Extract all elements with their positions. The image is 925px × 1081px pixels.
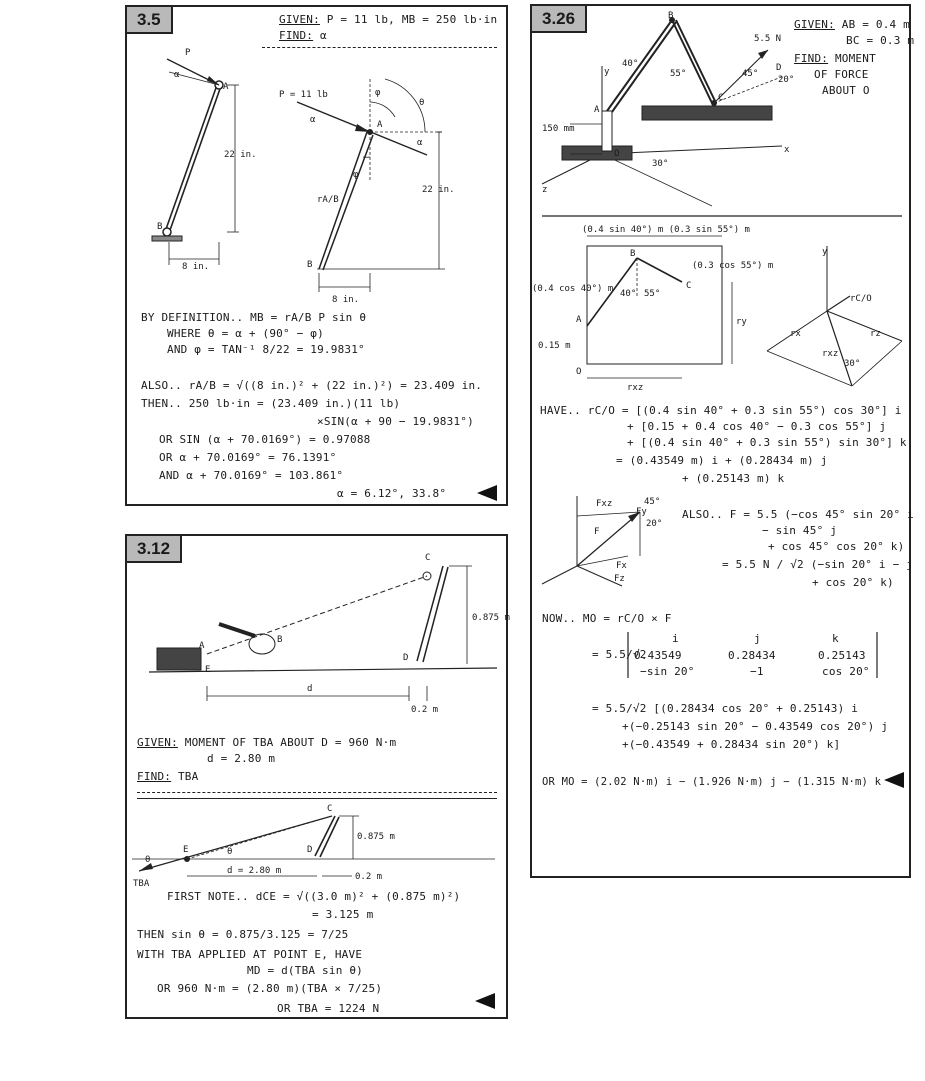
have-line-2: + [0.15 + 0.4 cos 40° − 0.3 cos 55°] j — [627, 420, 887, 433]
final-answer: OR MO = (2.02 N·m) i − (1.926 N·m) j − (1.315 N·m) k — [542, 776, 882, 788]
also-line-4: = 5.5 N / √2 (−sin 20° i − j — [722, 558, 914, 571]
fb-label-theta: θ — [227, 847, 233, 857]
det-r2a: −sin 20° — [640, 665, 695, 678]
also-line-5: + cos 20° k) — [812, 576, 894, 589]
label-0875: 0.875 m — [472, 613, 510, 623]
solution-line-3: THEN sin θ = 0.875/3.125 = 7/25 — [137, 928, 349, 941]
label-z: z — [542, 185, 548, 195]
answer-marker-icon — [475, 993, 495, 1009]
label-C: C — [425, 553, 431, 563]
label-E: E — [205, 665, 211, 675]
dim-40: 40° — [620, 289, 637, 299]
label-55N: 5.5 N — [754, 34, 782, 44]
answer-line: α = 6.12°, 33.8° — [337, 487, 447, 500]
crane-diagram — [542, 11, 794, 206]
label-A: A — [594, 105, 600, 115]
label-B: B — [157, 222, 163, 232]
label-55: 55° — [670, 69, 687, 79]
solution-line-8: OR α + 70.0169° = 76.1391° — [159, 451, 337, 464]
given-label: GIVEN: P = 11 lb, MB = 250 lb·in — [279, 13, 498, 26]
find-line-2: OF FORCE — [814, 68, 869, 81]
force-20: 20° — [646, 519, 663, 529]
dim-55: 55° — [644, 289, 661, 299]
determinant-coef: = 5.5/√2 — [592, 648, 647, 661]
label-22in: 22 in. — [224, 150, 257, 160]
det-r2c: cos 20° — [822, 665, 870, 678]
dim-top: (0.4 sin 40°) m (0.3 sin 55°) m — [582, 225, 750, 235]
find-line: FIND: TBA — [137, 770, 199, 783]
solution-line-6: OR 960 N·m = (2.80 m)(TBA × 7/25) — [157, 982, 383, 995]
answer-marker-icon — [477, 485, 497, 501]
moment-line-2: +(−0.25143 sin 20° − 0.43549 cos 20°) j — [622, 720, 889, 733]
problem-3-26-panel — [530, 4, 915, 878]
label-alpha-right: α — [417, 138, 423, 148]
label-alpha-left: α — [310, 115, 316, 125]
det-r2b: −1 — [750, 665, 764, 678]
vec-rx: rx — [790, 329, 801, 339]
free-body-3-12 — [127, 536, 510, 896]
label-A: A — [199, 641, 205, 651]
given-line-1: GIVEN: MOMENT OF TBA ABOUT D = 960 N·m — [137, 736, 397, 749]
problem-number-3-26: 3.26 — [532, 6, 587, 33]
label-45: 45° — [742, 69, 759, 79]
solution-line-1: BY DEFINITION.. MB = rA/B P sin θ — [141, 311, 367, 324]
solution-line-2: = 3.125 m — [312, 908, 374, 921]
label-rAB: rA/B — [317, 195, 339, 205]
problem-3-5-panel — [125, 5, 508, 506]
label-40: 40° — [622, 59, 639, 69]
det-r1c: 0.25143 — [818, 649, 866, 662]
force-components-diagram — [542, 496, 662, 586]
label-D: D — [776, 63, 782, 73]
label-D: D — [403, 653, 409, 663]
dim-right: (0.3 cos 55°) m — [692, 261, 774, 271]
have-line-4: = (0.43549 m) i + (0.28434 m) j — [616, 454, 828, 467]
given-line-2: d = 2.80 m — [207, 752, 276, 765]
dim-O: O — [576, 367, 582, 377]
dim-left: (0.4 cos 40°) m — [532, 284, 614, 294]
label-phi: φ — [375, 88, 381, 98]
force-Fy: Fy — [636, 507, 647, 517]
solution-line-3: AND φ = TAN⁻¹ 8/22 = 19.9831° — [167, 343, 365, 356]
given-line-2: BC = 0.3 m — [846, 34, 915, 47]
label-B: B — [668, 11, 674, 21]
fb-label-02: 0.2 m — [355, 872, 383, 882]
label-8in: 8 in. — [182, 262, 210, 272]
label-x: x — [784, 145, 790, 155]
solution-line-6: ×SIN(α + 90 − 19.9831°) — [317, 415, 474, 428]
problem-number-3-5: 3.5 — [127, 7, 173, 34]
have-line-1: HAVE.. rC/O = [(0.4 sin 40° + 0.3 sin 55°) cos 30°] i — [540, 404, 902, 417]
have-line-5: + (0.25143 m) k — [682, 472, 785, 485]
solution-line-4: ALSO.. rA/B = √((8 in.)² + (22 in.)²) = 23.409 in. — [141, 379, 483, 392]
det-i: i — [672, 632, 679, 645]
vec-rxz: rxz — [822, 349, 839, 359]
label-A-right: A — [377, 120, 383, 130]
fb-label-0875: 0.875 m — [357, 832, 395, 842]
moment-line-1: = 5.5/√2 [(0.28434 cos 20° + 0.25143) i — [592, 702, 859, 715]
dimension-diagram — [532, 225, 773, 393]
figure-3-5 — [127, 7, 510, 307]
solution-line-4: WITH TBA APPLIED AT POINT E, HAVE — [137, 948, 363, 961]
fb-label-D: D — [307, 845, 313, 855]
answer-marker-icon — [884, 772, 904, 788]
force-F: F — [594, 527, 600, 537]
fb-label-TBA: TBA — [133, 879, 150, 889]
solution-line-5: MD = d(TBA sin θ) — [247, 964, 363, 977]
given-line-1: GIVEN: AB = 0.4 m — [794, 18, 910, 31]
vec-rz: rz — [870, 329, 881, 339]
det-j: j — [754, 632, 761, 645]
label-02: 0.2 m — [411, 705, 439, 715]
label-alpha: α — [174, 70, 180, 80]
problem-number-3-12: 3.12 — [127, 536, 182, 563]
fb-label-d: d = 2.80 m — [227, 866, 282, 876]
find-line-3: ABOUT O — [822, 84, 870, 97]
dim-015: 0.15 m — [538, 341, 571, 351]
dim-B: B — [630, 249, 636, 259]
also-line-2: − sin 45° j — [762, 524, 838, 537]
answer-line: OR TBA = 1224 N — [277, 1002, 380, 1015]
now-line: NOW.. MO = rC/O × F — [542, 612, 672, 625]
dim-ry: ry — [736, 317, 747, 327]
dim-A: A — [576, 315, 582, 325]
position-vector-diagram — [767, 246, 902, 386]
det-r1a: 0.43549 — [634, 649, 682, 662]
label-B-right: B — [307, 260, 313, 270]
moment-line-3: +(−0.43549 + 0.28434 sin 20°) k] — [622, 738, 841, 751]
label-C: C — [718, 93, 724, 103]
force-Fxz: Fxz — [596, 499, 613, 509]
label-8in-right: 8 in. — [332, 295, 360, 305]
solution-line-2: WHERE θ = α + (90° − φ) — [167, 327, 324, 340]
fb-label-theta-2: θ — [145, 855, 151, 865]
label-d: d — [307, 684, 313, 694]
label-theta: θ — [419, 98, 425, 108]
label-y: y — [604, 67, 610, 77]
vec-30: 30° — [844, 359, 861, 369]
label-30: 30° — [652, 159, 669, 169]
force-Fz: Fz — [614, 574, 625, 584]
solution-line-7: OR SIN (α + 70.0169°) = 0.97088 — [159, 433, 371, 446]
find-label: FIND: α — [279, 29, 327, 42]
label-150mm: 150 mm — [542, 124, 575, 134]
also-line-1: ALSO.. F = 5.5 (−cos 45° sin 20° i — [682, 508, 914, 521]
force-45: 45° — [644, 497, 661, 507]
label-phi-lower: φ — [353, 170, 359, 180]
solution-line-1: FIRST NOTE.. dCE = √((3.0 m)² + (0.875 m)²) — [167, 890, 461, 903]
angle-diagram — [279, 77, 455, 305]
label-O: O — [614, 149, 620, 159]
also-line-3: + cos 45° cos 20° k) — [768, 540, 905, 553]
force-Fx: Fx — [616, 561, 627, 571]
vec-rCO: rC/O — [850, 294, 872, 304]
find-line-1: FIND: MOMENT — [794, 52, 876, 65]
label-20: 20° — [778, 75, 795, 85]
label-B: B — [277, 635, 283, 645]
solution-line-5: THEN.. 250 lb·in = (23.409 in.)(11 lb) — [141, 397, 401, 410]
have-line-3: + [(0.4 sin 40° + 0.3 sin 55°) sin 30°] k — [627, 436, 907, 449]
dim-rxz: rxz — [627, 383, 644, 393]
label-P11: P = 11 lb — [279, 90, 328, 100]
solution-line-9: AND α + 70.0169° = 103.861° — [159, 469, 344, 482]
det-r1b: 0.28434 — [728, 649, 776, 662]
dim-C: C — [686, 281, 692, 291]
label-P: P — [185, 48, 191, 58]
problem-3-12-panel — [125, 534, 508, 1019]
fb-label-E: E — [183, 845, 189, 855]
label-A: A — [223, 82, 229, 92]
fb-label-C: C — [327, 804, 333, 814]
rod-diagram — [152, 48, 257, 272]
vec-y: y — [822, 247, 828, 257]
det-k: k — [832, 632, 839, 645]
label-22in-right: 22 in. — [422, 185, 455, 195]
